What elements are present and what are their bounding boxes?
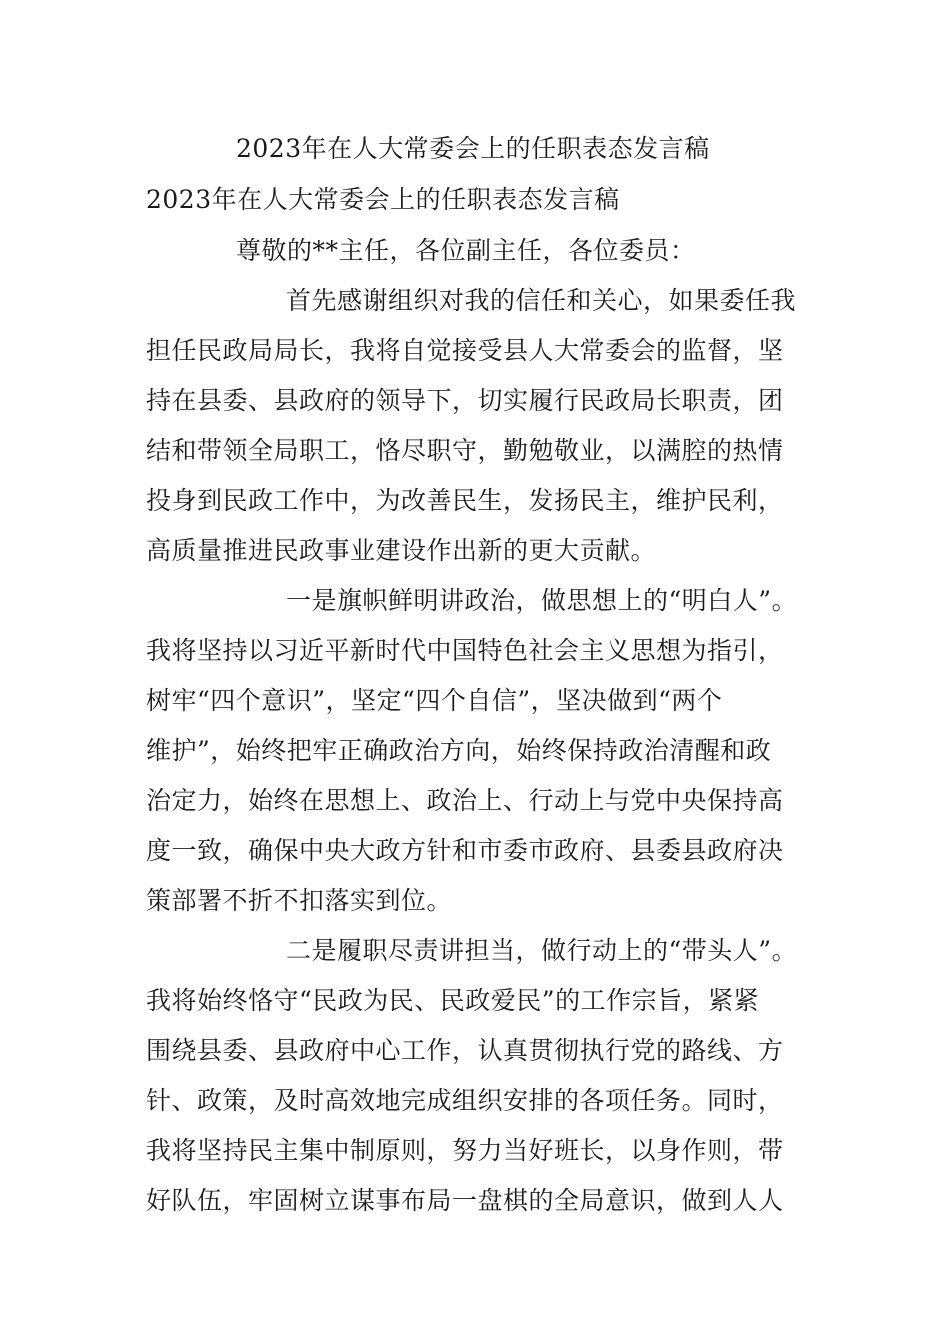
- paragraph-2-line-6: 度一致，确保中央大政方针和市委市政府、县委县政府决: [146, 836, 784, 865]
- paragraph-3-line-4: 针、政策，及时高效地完成组织安排的各项任务。同时，: [146, 1086, 784, 1115]
- paragraph-3-line-5: 我将坚持民主集中制原则，努力当好班长，以身作则，带: [146, 1136, 784, 1165]
- paragraph-3-line-6: 好队伍，牢固树立谋事布局一盘棋的全局意识，做到人人: [146, 1186, 784, 1215]
- document-title-centered: 2023年在人大常委会上的任职表态发言稿: [236, 134, 710, 163]
- paragraph-1-line-4: 结和带领全局职工，恪尽职守，勤勉敬业，以满腔的热情: [146, 436, 784, 465]
- salutation: 尊敬的**主任，各位副主任，各位委员：: [236, 236, 696, 265]
- paragraph-3-line-3: 围绕县委、县政府中心工作，认真贯彻执行党的路线、方: [146, 1036, 784, 1065]
- paragraph-1-line-3: 持在县委、县政府的领导下，切实履行民政局长职责，团: [146, 386, 784, 415]
- paragraph-1-line-6: 高质量推进民政事业建设作出新的更大贡献。: [146, 536, 657, 565]
- paragraph-2-line-2: 我将坚持以习近平新时代中国特色社会主义思想为指引，: [146, 636, 784, 665]
- document-title-left: 2023年在人大常委会上的任职表态发言稿: [146, 185, 620, 214]
- paragraph-2-line-4: 维护”，始终把牢正确政治方向，始终保持政治清醒和政: [146, 736, 772, 765]
- paragraph-2-line-1: 一是旗帜鲜明讲政治，做思想上的“明白人”。: [286, 586, 798, 615]
- paragraph-3-line-1: 二是履职尽责讲担当，做行动上的“带头人”。: [286, 936, 798, 965]
- paragraph-1-line-1: 首先感谢组织对我的信任和关心，如果委任我: [286, 286, 797, 315]
- paragraph-1-line-2: 担任民政局局长，我将自觉接受县人大常委会的监督，坚: [146, 336, 784, 365]
- paragraph-3-line-2: 我将始终恪守“民政为民、民政爱民”的工作宗旨，紧紧: [146, 986, 760, 1015]
- paragraph-2-line-3: 树牢“四个意识”，坚定“四个自信”，坚决做到“两个: [146, 686, 723, 715]
- paragraph-2-line-5: 治定力，始终在思想上、政治上、行动上与党中央保持高: [146, 786, 784, 815]
- paragraph-2-line-7: 策部署不折不扣落实到位。: [146, 886, 453, 915]
- paragraph-1-line-5: 投身到民政工作中，为改善民生，发扬民主，维护民利，: [146, 486, 784, 515]
